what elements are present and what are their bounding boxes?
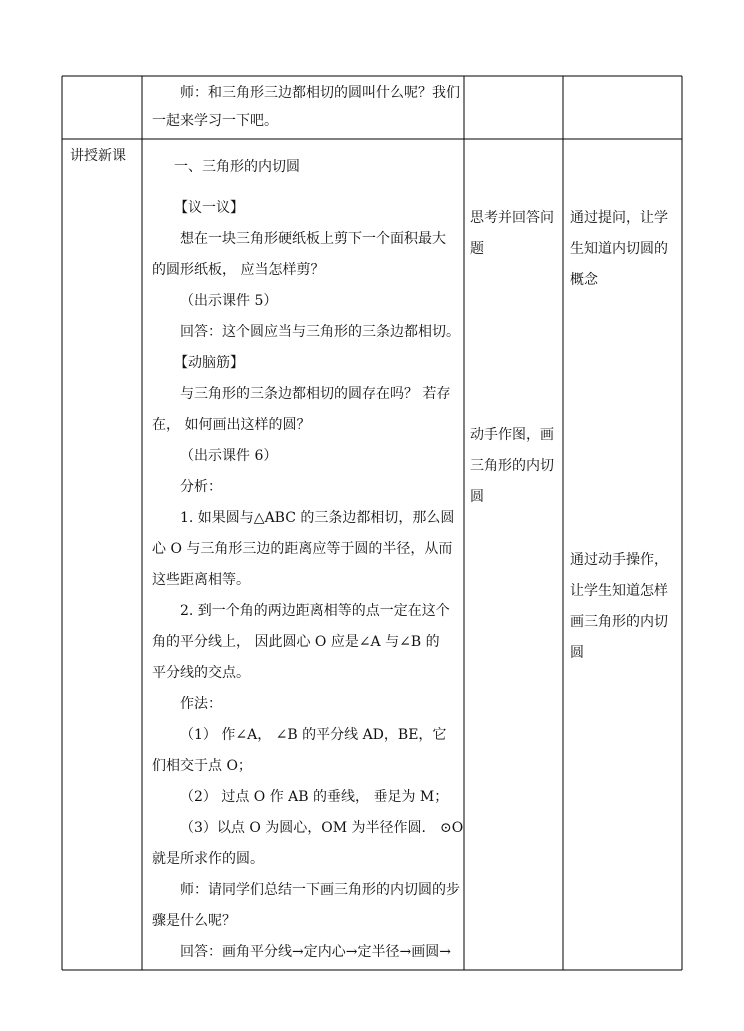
student-activity-line: 圆 bbox=[470, 489, 484, 505]
design-intent-line: 生知道内切圆的 bbox=[570, 241, 668, 257]
content-line: 作法： bbox=[180, 696, 222, 712]
student-activity-line: 题 bbox=[470, 241, 484, 257]
teacher-intro-line-2: 一起来学习一下吧。 bbox=[152, 113, 278, 129]
content-line: 心 O 与三角形三边的距离应等于圆的半径，从而 bbox=[152, 541, 453, 557]
content-line: 【动脑筋】 bbox=[174, 355, 244, 371]
lesson-content-cell bbox=[152, 152, 464, 968]
design-intent-line: 让学生知道怎样 bbox=[570, 583, 668, 599]
content-line: （2） 过点 O 作 AB 的垂线， 垂足为 M； bbox=[180, 789, 449, 805]
content-line: 在， 如何画出这样的圆？ bbox=[152, 417, 311, 433]
content-line: 们相交于点 O； bbox=[152, 758, 252, 774]
teacher-intro-cell bbox=[152, 78, 458, 137]
student-activity-1 bbox=[470, 203, 560, 265]
teacher-intro-line-1: 师：和三角形三边都相切的圆叫什么呢？我们 bbox=[180, 85, 460, 101]
design-intent-cell bbox=[570, 203, 685, 669]
section-label-cell bbox=[70, 139, 140, 172]
section-label: 讲授新课 bbox=[70, 148, 126, 164]
student-activity-cell bbox=[470, 203, 560, 513]
content-line: 与三角形的三条边都相切的圆存在吗？ 若存 bbox=[180, 386, 451, 402]
content-line: 分析： bbox=[180, 479, 222, 495]
content-line: 角的平分线上， 因此圆心 O 应是∠A 与∠B 的 bbox=[152, 634, 440, 650]
design-intent-2 bbox=[570, 545, 685, 669]
content-line: 就是所求作的圆。 bbox=[152, 851, 264, 867]
design-intent-line: 通过动手操作， bbox=[570, 552, 668, 568]
design-intent-1 bbox=[570, 203, 685, 296]
content-line: 师：请同学们总结一下画三角形的内切圆的步 bbox=[180, 882, 460, 898]
student-activity-line: 三角形的内切 bbox=[470, 458, 554, 474]
content-line: 想在一块三角形硬纸板上剪下一个面积最大 bbox=[180, 231, 446, 247]
content-line: （1） 作∠A， ∠B 的平分线 AD，BE，它 bbox=[180, 727, 447, 743]
content-line: 2. 到一个角的两边距离相等的点一定在这个 bbox=[180, 603, 450, 619]
design-intent-line: 画三角形的内切 bbox=[570, 614, 668, 630]
student-activity-2 bbox=[470, 420, 560, 513]
content-line: 骤是什么呢？ bbox=[152, 913, 236, 929]
content-line: 这些距离相等。 bbox=[152, 572, 250, 588]
content-line: 1. 如果圆与△ABC 的三条边都相切，那么圆 bbox=[180, 510, 455, 526]
content-line: （3）以点 O 为圆心，OM 为半径作圆． ⊙O bbox=[180, 820, 464, 836]
content-line: 的圆形纸板， 应当怎样剪？ bbox=[152, 262, 325, 278]
content-line: 一、三角形的内切圆 bbox=[174, 159, 300, 175]
content-line: 回答：这个圆应当与三角形的三条边都相切。 bbox=[180, 324, 460, 340]
content-line: （出示课件 5） bbox=[180, 293, 278, 309]
content-line: 【议一议】 bbox=[174, 200, 244, 216]
content-line: 平分线的交点。 bbox=[152, 665, 250, 681]
content-line: （出示课件 6） bbox=[180, 448, 278, 464]
student-activity-line: 动手作图，画 bbox=[470, 427, 554, 443]
design-intent-line: 概念 bbox=[570, 272, 598, 288]
student-activity-line: 思考并回答问 bbox=[470, 210, 554, 226]
design-intent-line: 圆 bbox=[570, 645, 584, 661]
design-intent-line: 通过提问，让学 bbox=[570, 210, 668, 226]
content-line: 回答：画角平分线→定内心→定半径→画圆→ bbox=[180, 944, 451, 960]
